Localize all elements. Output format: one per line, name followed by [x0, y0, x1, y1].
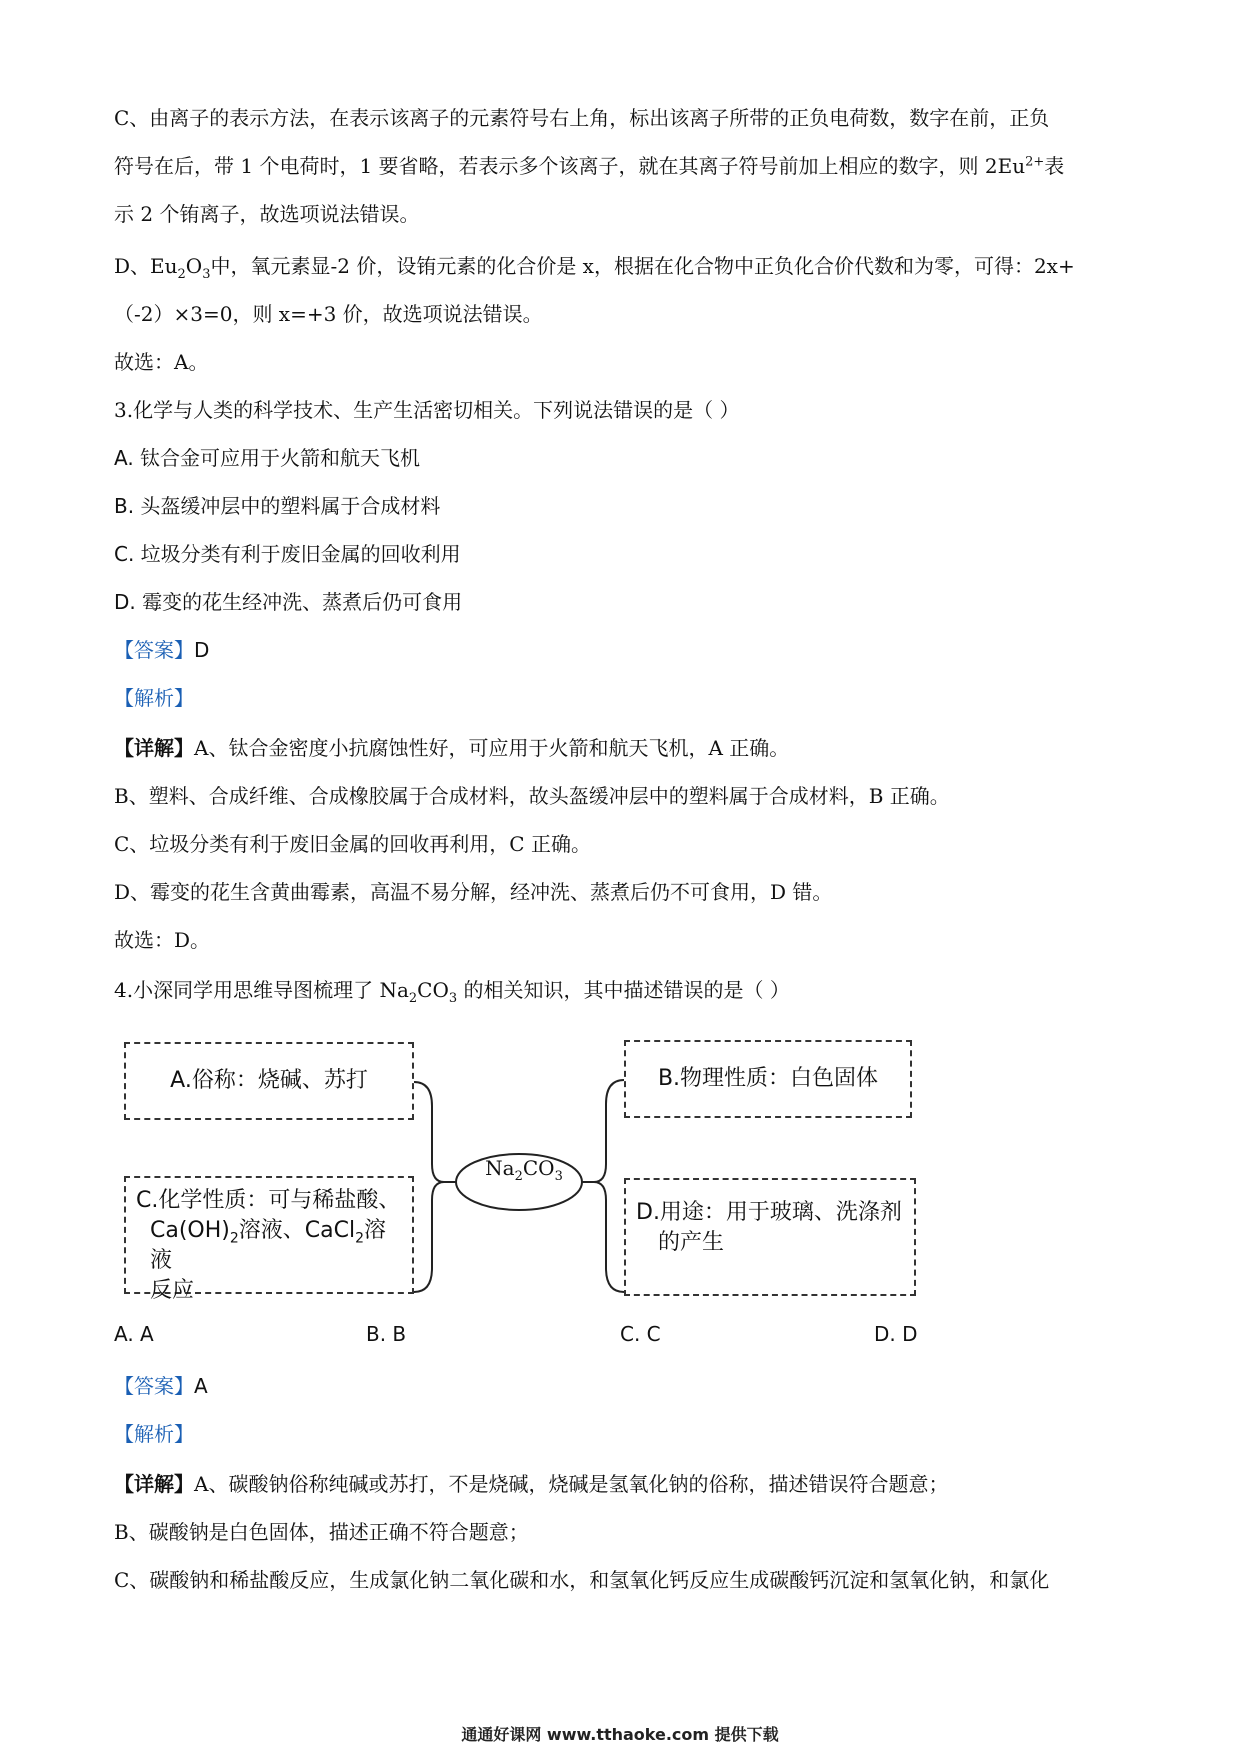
q3-detail-a: 【详解】A、钛合金密度小抗腐蚀性好，可应用于火箭和航天飞机，A 正确。	[114, 736, 790, 760]
map-box-a: A.俗称：烧碱、苏打	[124, 1042, 414, 1120]
map-box-b: B.物理性质：白色固体	[624, 1040, 912, 1118]
q4-detail-a: 【详解】A、碳酸钠俗称纯碱或苏打，不是烧碱，烧碱是氢氧化钠的俗称，描述错误符合题意；	[114, 1472, 949, 1496]
q3-option-b: B. 头盔缓冲层中的塑料属于合成材料	[114, 494, 441, 518]
right-brace	[594, 1080, 624, 1292]
q3-detail-c: C、垃圾分类有利于废旧金属的回收再利用，C 正确。	[114, 832, 591, 856]
q4-choice-d: D. D	[874, 1322, 918, 1346]
q4-detail-c: C、碳酸钠和稀盐酸反应，生成氯化钠二氧化碳和水，和氢氧化钙反应生成碳酸钙沉淀和氢氧化钠，和氯化	[114, 1568, 1050, 1592]
analysis-d-line1: D、$Eu_2O_3$中，氧元素显-2 价，设铕元素的化合价是 x，根据在化合物中正负化合价代数和为零，可得：2x+	[114, 254, 1075, 282]
q3-stem: 3.化学与人类的科学技术、生产生活密切相关。下列说法错误的是（ ）	[114, 398, 740, 422]
map-box-c-line1: C.化学性质：可与稀盐酸、	[136, 1188, 401, 1213]
map-box-c-line2: $Ca(OH)_2$溶液、CaCl$_2$溶液	[150, 1218, 387, 1273]
analysis-c-line3: 示 2 个铕离子，故选项说法错误。	[114, 202, 420, 226]
mind-map	[114, 1036, 944, 1304]
q4-detail-b: B、碳酸钠是白色固体，描述正确不符合题意；	[114, 1520, 529, 1544]
page-footer: 通通好课网 www.tthaoke.com 提供下载	[461, 1725, 779, 1744]
q3-detail-d: D、霉变的花生含黄曲霉素，高温不易分解，经冲洗、蒸煮后仍不可食用，D 错。	[114, 880, 833, 904]
map-box-d-line2: 的产生	[658, 1230, 725, 1255]
prev-choose: 故选：A。	[114, 350, 209, 374]
q3-option-c: C. 垃圾分类有利于废旧金属的回收利用	[114, 542, 461, 566]
q4-choice-b: B. B	[366, 1322, 407, 1346]
map-box-d	[624, 1178, 916, 1296]
q4-choice-c: C. C	[620, 1322, 661, 1346]
q3-option-a: A. 钛合金可应用于火箭和航天飞机	[114, 446, 421, 470]
q4-choice-a: A. A	[114, 1322, 154, 1346]
map-box-d-line1: D.用途：用于玻璃、洗涤剂	[636, 1200, 902, 1225]
left-brace	[414, 1082, 444, 1292]
q3-analysis-tag: 【解析】	[114, 686, 194, 710]
q3-answer: 【答案】D	[114, 638, 210, 662]
analysis-c-line2: 符号在后，带 1 个电荷时，1 要省略，若表示多个该离子，就在其离子符号前加上相应的数字，则 $2Eu^{2+}$表	[114, 154, 1065, 178]
analysis-c-line1: C、由离子的表示方法，在表示该离子的元素符号右上角，标出该离子所带的正负电荷数，数字在前，正负	[114, 106, 1050, 130]
q4-answer: 【答案】A	[114, 1374, 208, 1398]
q4-stem: 4.小深同学用思维导图梳理了 $Na_2CO_3$ 的相关知识，其中描述错误的是（ ）	[114, 978, 790, 1006]
q3-detail-b: B、塑料、合成纤维、合成橡胶属于合成材料，故头盔缓冲层中的塑料属于合成材料，B 正确。	[114, 784, 950, 808]
q3-option-d: D. 霉变的花生经冲洗、蒸煮后仍可食用	[114, 590, 463, 614]
center-formula: $Na_2CO_3$	[485, 1156, 563, 1184]
q4-analysis-tag: 【解析】	[114, 1422, 194, 1446]
map-box-c	[124, 1176, 414, 1303]
analysis-d-line2: （-2）×3=0，则 x=+3 价，故选项说法错误。	[114, 302, 543, 326]
q3-choose: 故选：D。	[114, 928, 211, 952]
map-box-c-line3: 反应	[150, 1278, 195, 1303]
